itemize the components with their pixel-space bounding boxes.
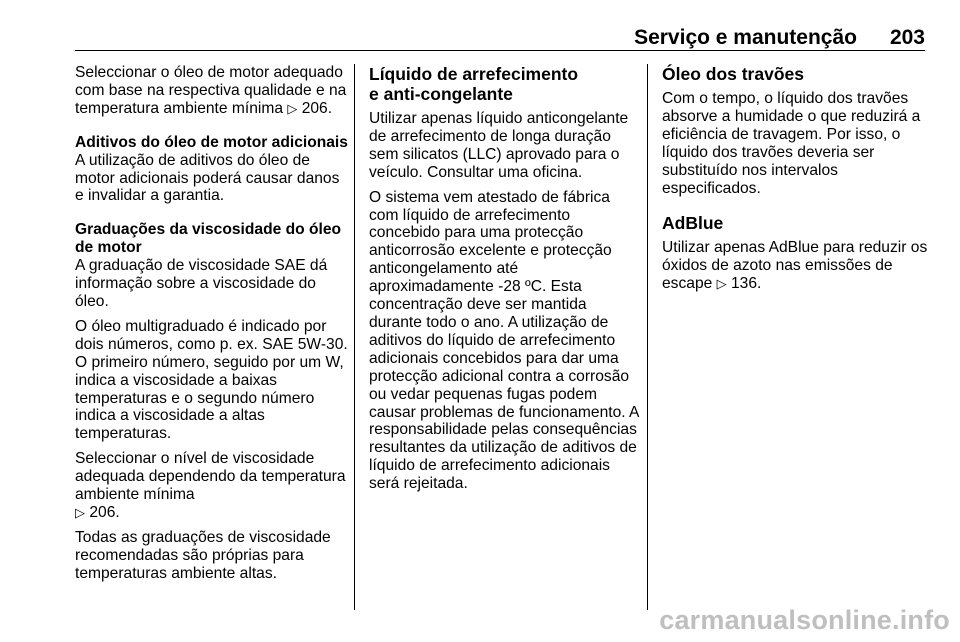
subheading-oil-additives: Aditivos do óleo de motor adicionais — [75, 133, 348, 151]
subheading-viscosity-grades: Graduações da viscosidade do óleo de motor — [75, 221, 342, 257]
page-reference-icon: ▷ — [716, 276, 727, 292]
header-rule — [75, 50, 925, 51]
paragraph-recommended-grades: Todas as graduações de viscosidade recomendadas são próprias para temperaturas ambiente altas. — [75, 528, 331, 582]
column-3 — [662, 64, 932, 300]
heading-line: e anti-congelante — [369, 84, 513, 104]
paragraph-text: Seleccionar o óleo de motor adequado com base na respectiva qualidade e na temperatura ambiente mínima — [75, 64, 347, 117]
page-title: Serviço e manutenção — [634, 26, 857, 49]
paragraph-oil-additives: A utilização de aditivos do óleo de motor adicionais poderá causar danos e invalidar a garantia. — [75, 151, 340, 205]
heading-adblue: AdBlue — [662, 213, 724, 234]
page-reference-link[interactable]: 206. — [301, 99, 333, 117]
heading-brake-fluid: Óleo dos travões — [662, 64, 804, 84]
paragraph-sae-viscosity: A graduação de viscosidade SAE dá informação sobre a viscosidade do óleo. — [75, 257, 328, 310]
column-divider-2 — [647, 64, 648, 610]
column-1 — [75, 64, 350, 590]
paragraph-select-viscosity — [75, 450, 350, 522]
page-reference-link[interactable]: 206. — [89, 503, 120, 521]
paragraph-adblue — [662, 239, 932, 293]
page-reference-icon: ▷ — [287, 100, 298, 116]
paragraph-engine-oil-selection — [75, 64, 350, 118]
paragraph-coolant-use: Utilizar apenas líquido anticongelante de arrefecimento de longa duração sem silicatos (LLC) aprovado para o veículo. Consultar uma oficina. — [369, 110, 629, 181]
page-reference-link[interactable]: 136. — [730, 275, 762, 293]
page-number: 203 — [889, 26, 925, 49]
heading-line: Líquido de arrefecimento — [369, 64, 579, 84]
watermark: carmanualsonline.info — [659, 605, 950, 635]
paragraph-coolant-factory-fill: O sistema vem atestado de fábrica com líquido de arrefecimento concebido para uma protecção anticorrosão excelente e protecção anticongelamento até aproximadamente -28 ºC. Esta concentração deve ser mantida durante todo o ano. A utilização de aditivos do líquido de arrefecimento adicionais concebidos para dar uma protecção adicional contra a corrosão ou vedar pequenas fugas podem causar problemas de funcionamento. A responsabilidade pelas consequências resultantes da utilização de aditivos de líquido de arrefecimento adicionais será rejeitada. — [369, 188, 639, 493]
heading-coolant — [369, 64, 639, 104]
paragraph-brake-fluid: Com o tempo, o líquido dos travões absorve a humidade o que reduzirá a eficiência de travagem. Por isso, o líquido dos travões deveria ser substituído nos intervalos especificados. — [662, 90, 921, 197]
page-reference-icon: ▷ — [75, 504, 85, 520]
paragraph-text: Seleccionar o nível de viscosidade adequada dependendo da temperatura ambiente mínima — [75, 450, 346, 504]
paragraph-multigrade-oil: O óleo multigraduado é indicado por dois números, como p. ex. SAE 5W-30. O primeiro número, seguido por um W, indica a viscosidade a baixas temperaturas e o segundo número indica a viscosidade a altas temperaturas. — [75, 317, 348, 443]
column-divider-1 — [354, 64, 355, 610]
paragraph-text: Utilizar apenas AdBlue para reduzir os óxidos de azoto nas emissões de escape — [662, 239, 928, 293]
page-header — [75, 18, 925, 50]
column-2 — [369, 64, 639, 500]
